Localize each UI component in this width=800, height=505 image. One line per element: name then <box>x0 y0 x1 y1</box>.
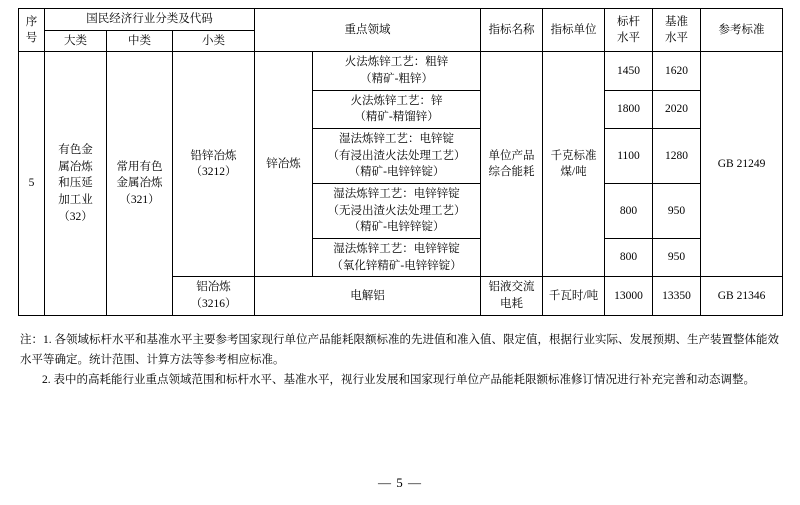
cell-indicator-name-zinc <box>481 52 543 277</box>
cell-indicator-unit-aluminium: 千瓦时/吨 <box>543 277 605 315</box>
cell-key-field-zinc-4 <box>313 184 481 239</box>
cell-key-field-aluminium: 电解铝 <box>255 277 481 315</box>
cell-benchmark-aluminium: 13000 <box>605 277 653 315</box>
energy-benchmark-table <box>18 8 783 316</box>
indicator-alum-line-0: 铝液交流 <box>488 281 535 294</box>
cell-industry-major <box>45 52 107 315</box>
indicator-zinc-line-0: 单位产品 <box>488 149 535 162</box>
cell-benchmark-zinc-1: 1450 <box>605 52 653 90</box>
indicator-alum-line-1: 电耗 <box>500 298 524 311</box>
header-industry-major: 大类 <box>45 30 107 52</box>
cell-industry-minor-zinc <box>173 52 255 277</box>
cell-indicator-unit-zinc <box>543 52 605 277</box>
unit-zinc-line-1: 煤/吨 <box>560 166 587 179</box>
header-indicator-unit: 指标单位 <box>543 9 605 52</box>
header-seq-line2: 号 <box>25 32 38 45</box>
cell-benchmark-zinc-4: 800 <box>605 184 653 239</box>
header-benchmark-level-line2: 水平 <box>617 32 641 45</box>
header-baseline-level-line2: 水平 <box>665 32 689 45</box>
middle-line-2: （321） <box>119 193 160 206</box>
header-baseline-level-line1: 基准 <box>665 15 689 28</box>
cell-benchmark-zinc-2: 1800 <box>605 90 653 128</box>
zinc-1-field-line-0: 火法炼锌工艺：粗锌 <box>344 56 449 69</box>
zinc-4-field-line-1: （无浸出渣火法处理工艺） <box>327 204 466 217</box>
cell-standard-aluminium: GB 21346 <box>701 277 783 315</box>
middle-line-0: 常用有色 <box>116 160 163 173</box>
cell-key-field-zinc-2 <box>313 90 481 128</box>
cell-baseline-zinc-4: 950 <box>653 184 701 239</box>
zinc-3-field-line-0: 湿法炼锌工艺：电锌锭 <box>339 133 455 146</box>
zinc-3-field-line-2: （精矿-电锌锌锭） <box>348 166 445 179</box>
cell-baseline-zinc-5: 950 <box>653 239 701 277</box>
zinc-5-field-line-1: （氧化锌精矿-电锌锌锭） <box>331 259 462 272</box>
cell-baseline-zinc-2: 2020 <box>653 90 701 128</box>
cell-baseline-zinc-1: 1620 <box>653 52 701 90</box>
zinc-3-field-line-1: （有浸出渣火法处理工艺） <box>327 149 466 162</box>
cell-benchmark-zinc-5: 800 <box>605 239 653 277</box>
table-notes <box>18 330 782 390</box>
header-industry-middle: 中类 <box>107 30 173 52</box>
header-industry-group: 国民经济行业分类及代码 <box>45 9 255 31</box>
minor-alum-line-1: （3216） <box>190 298 237 311</box>
note-line-1: 注：1. 各领域标杆水平和基准水平主要参考国家现行单位产品能耗限额标准的先进值和准入值、限定值，根据行业实际、发展预期、生产装置整体能效水平等确定。统计范围、计算方法等参考相应标准。 <box>20 333 779 366</box>
header-benchmark-level-line1: 标杆 <box>617 15 641 28</box>
header-baseline-level <box>653 9 701 52</box>
table-header-row-1 <box>19 9 783 31</box>
cell-key-field-zinc-3 <box>313 129 481 184</box>
cell-key-field-zinc-5 <box>313 239 481 277</box>
zinc-4-field-line-0: 湿法炼锌工艺：电锌锌锭 <box>333 188 460 201</box>
major-line-2: 和压延 <box>58 177 93 190</box>
header-reference-standard: 参考标准 <box>701 9 783 52</box>
zinc-5-field-line-0: 湿法炼锌工艺：电锌锌锭 <box>333 243 460 256</box>
cell-baseline-zinc-3: 1280 <box>653 129 701 184</box>
cell-standard-zinc: GB 21249 <box>701 52 783 277</box>
header-key-field: 重点领域 <box>255 9 481 52</box>
zinc-1-field-line-1: （精矿-粗锌） <box>360 73 433 86</box>
minor-alum-line-0: 铝冶炼 <box>196 281 231 294</box>
zinc-2-field-line-0: 火法炼锌工艺：锌 <box>350 94 443 107</box>
indicator-zinc-line-1: 综合能耗 <box>488 166 535 179</box>
major-line-3: 加工业 <box>58 193 93 206</box>
unit-zinc-line-0: 千克标准 <box>550 149 597 162</box>
major-line-1: 属冶炼 <box>58 160 93 173</box>
middle-line-1: 金属冶炼 <box>116 177 163 190</box>
cell-key-field-zinc-1 <box>313 52 481 90</box>
header-seq-line1: 序 <box>25 15 38 28</box>
minor-zinc-line-0: 铅锌冶炼 <box>190 149 237 162</box>
header-seq <box>19 9 45 52</box>
major-line-0: 有色金 <box>58 143 93 156</box>
header-indicator-name: 指标名称 <box>481 9 543 52</box>
cell-industry-middle <box>107 52 173 315</box>
note-line-2: 2. 表中的高耗能行业重点领域范围和标杆水平、基准水平，视行业发展和国家现行单位产品能耗限额标准修订情况进行补充完善和动态调整。 <box>42 374 755 386</box>
cell-industry-minor-aluminium <box>173 277 255 315</box>
cell-benchmark-zinc-3: 1100 <box>605 129 653 184</box>
cell-seq: 5 <box>19 52 45 315</box>
zinc-4-field-line-2: （精矿-电锌锌锭） <box>348 221 445 234</box>
page-number: — 5 — <box>378 475 422 490</box>
header-benchmark-level <box>605 9 653 52</box>
minor-zinc-line-1: （3212） <box>190 166 237 179</box>
zinc-2-field-line-1: （精矿-精馏锌） <box>354 111 439 124</box>
major-line-4: （32） <box>58 210 93 223</box>
cell-subgroup-zinc: 锌冶炼 <box>255 52 313 277</box>
cell-indicator-name-aluminium <box>481 277 543 315</box>
cell-baseline-aluminium: 13350 <box>653 277 701 315</box>
table-row <box>19 52 783 90</box>
header-industry-minor: 小类 <box>173 30 255 52</box>
